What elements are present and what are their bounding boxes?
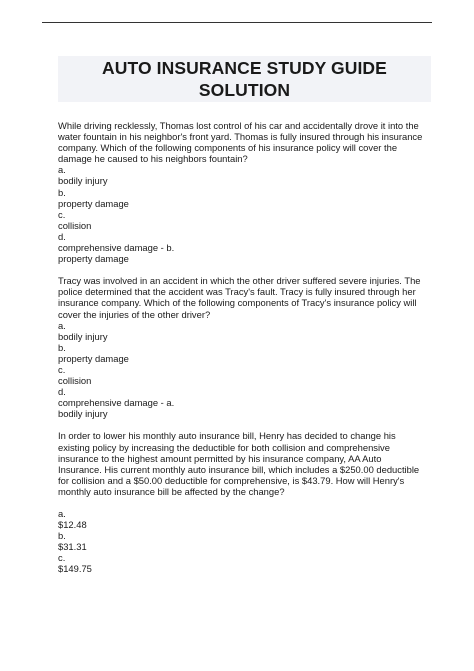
option-text: bodily injury	[58, 330, 108, 342]
top-rule	[42, 22, 432, 23]
option-text: bodily injury	[58, 175, 108, 187]
option-letter: c.	[58, 552, 66, 564]
text-line: damage he caused to his neighbors fountain?	[58, 153, 248, 165]
text-line: Tracy was involved in an accident in which the other driver suffered severe injuries. The	[58, 275, 421, 287]
question-1	[58, 120, 438, 264]
option-letter: b.	[58, 186, 66, 198]
question-2	[58, 275, 438, 419]
text-line: existing policy by increasing the deductible for both collision and comprehensive	[58, 441, 390, 453]
text-line: for collision and a $50.00 deductible for comprehensive, is $43.79. How will Henry's	[58, 474, 405, 486]
option-letter: c.	[58, 363, 66, 375]
option-text: $31.31	[58, 541, 87, 553]
text-line: In order to lower his monthly auto insurance bill, Henry has decided to change his	[58, 430, 396, 442]
option-letter: a.	[58, 319, 66, 331]
option-text: $12.48	[58, 519, 87, 531]
text-line: insurance company. Which of the following components of Tracy's insurance policy will	[58, 297, 417, 309]
option-letter: a.	[58, 508, 66, 519]
text-line: water fountain in his neighbor's front yard. Thomas is fully insured through his insurance	[58, 131, 423, 143]
text-line: Insurance. His current monthly auto insurance bill, which includes a $250.00 deductible	[58, 463, 420, 475]
option-text: property damage	[58, 352, 129, 364]
text-line: cover the injuries of the other driver?	[58, 308, 211, 320]
option-letter: d.	[58, 230, 66, 242]
option-text: property damage	[58, 197, 129, 209]
answer-text: property damage	[58, 253, 129, 265]
page-title-line-2: SOLUTION	[198, 80, 291, 100]
option-letter: d.	[58, 386, 66, 398]
option-letter: a.	[58, 164, 66, 176]
text-line: police determined that the accident was Tracy's fault. Tracy is fully insured through her	[58, 286, 416, 298]
text-line: insurance to the highest amount permitted by his insurance company, AA Auto	[58, 452, 382, 464]
option-letter: c.	[58, 208, 66, 220]
option-text: comprehensive damage - a.	[58, 397, 175, 409]
title-banner	[58, 56, 431, 102]
option-text: comprehensive damage - b.	[58, 242, 175, 254]
text-line: monthly auto insurance bill be affected by the change?	[58, 485, 285, 497]
text-line: While driving recklessly, Thomas lost control of his car and accidentally drove it into the	[58, 120, 419, 131]
text-line: company. Which of the following components of his insurance policy will cover the	[58, 142, 398, 154]
option-text: $149.75	[58, 563, 92, 575]
question-3	[58, 430, 438, 574]
option-text: collision	[58, 219, 92, 231]
document-body	[58, 120, 438, 575]
blank-line	[58, 497, 438, 508]
page-title-line-1: AUTO INSURANCE STUDY GUIDE	[102, 58, 387, 78]
option-text: collision	[58, 375, 92, 387]
answer-text: bodily injury	[58, 408, 108, 420]
option-letter: b.	[58, 341, 66, 353]
option-letter: b.	[58, 530, 66, 542]
